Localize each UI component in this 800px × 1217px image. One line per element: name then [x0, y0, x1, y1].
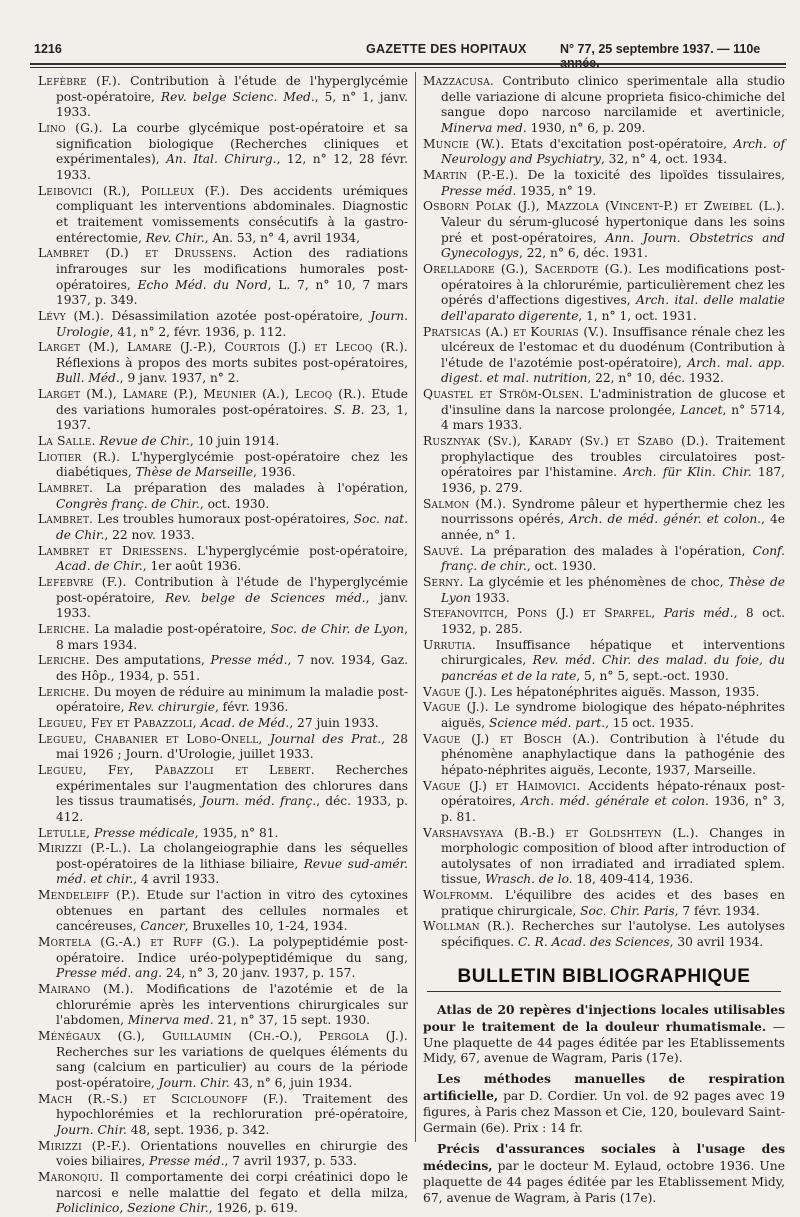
reference-entry	[423, 919, 785, 950]
reference-author: Osborn Polak (J.), Mazzola (Vincent-P.) et Zweibel (L.).	[423, 199, 785, 214]
reference-source: Minerva med.	[441, 120, 527, 135]
reference-text: L'hyperglycémie post-opératoire,	[187, 543, 408, 558]
reference-source: Acad. de Chir.	[56, 559, 143, 574]
reference-entry	[423, 199, 785, 262]
reference-details: , 7 nov. 1934, Gaz. des Hôp., 1934, p. 551.	[56, 653, 409, 683]
reference-entry	[423, 387, 785, 434]
reference-entry	[38, 387, 408, 434]
reference-author: Lefebvre (F.).	[38, 575, 127, 589]
bulletin-entry-title: Atlas de 20 repères d'injections locales utilisables pour le traitement de la douleur rhumatismale.	[423, 1001, 785, 1034]
reference-text: Orientations nouvelles en chirurgie des voies biliaires,	[56, 1138, 408, 1169]
reference-source: Presse méd. ang.	[56, 966, 162, 981]
reference-entry	[423, 606, 785, 637]
reference-source: Revue de Chir.	[99, 434, 190, 449]
reference-text: Recherches sur les variations de quelques éléments du sang (calcium en particulier) au cours de la période post-opératoire,	[56, 1044, 408, 1090]
reference-details: 1933.	[470, 590, 510, 605]
reference-details: , 28 mai 1926 ; Journ. d'Urologie, juillet 1933.	[56, 731, 408, 762]
reference-details: , 22 nov. 1933.	[104, 528, 195, 543]
reference-text: Syndrome pâleur et hyperthermie chez les nourrissons opérés,	[441, 496, 785, 527]
reference-text: De la toxicité des lipoïdes tissulaires,	[518, 167, 785, 182]
reference-text: L'administration de glucose et d'insuline dans la narcose prolongée,	[441, 387, 785, 417]
reference-author: Sauvé.	[423, 543, 464, 558]
reference-source: Journ. méd. franç.	[201, 794, 317, 809]
reference-text: Recherches expérimentales sur l'augmentation des chlorures dans les tissus traumatisés,	[56, 762, 408, 809]
reference-details: , 41, n° 2, févr. 1936, p. 112.	[109, 324, 287, 339]
reference-entry	[423, 685, 785, 701]
header-rule	[30, 63, 786, 65]
reference-text: Etude sur l'action in vitro des cytoxines obtenues en partant des cellules normales et cancéreuses,	[56, 888, 408, 934]
reference-source: S. B.	[333, 402, 365, 417]
reference-entry	[38, 888, 408, 935]
reference-source: Rev. méd. Chir. des malad. du foie, du pancréas et de la rate	[441, 653, 785, 683]
reference-details: , 27 juin 1933.	[289, 715, 379, 730]
reference-details: , 5, n° 1, janv. 1933.	[56, 89, 409, 120]
reference-entry	[38, 826, 408, 842]
reference-author: Leriche.	[38, 653, 90, 668]
reference-source: An. Ital. Chirurg.	[166, 152, 277, 167]
reference-details: , oct. 1930.	[199, 496, 270, 511]
reference-text: Etats d'excitation post-opératoire,	[504, 136, 734, 151]
reference-entry	[423, 888, 785, 919]
reference-text: La courbe glycémique post-opératoire et sa signification biologique (Recherches cliniques et expérimentales),	[56, 120, 408, 167]
reference-entry	[423, 74, 785, 137]
reference-details: , 8 oct. 1932, p. 285.	[441, 606, 786, 636]
reference-entry	[38, 340, 408, 387]
reference-text: Des amputations,	[89, 653, 211, 668]
reference-details: , 10 juin 1914.	[189, 434, 280, 449]
reference-source: Journal des Prat.	[269, 731, 382, 746]
reference-entry	[38, 622, 408, 653]
reference-source: Arch. mal. app. digest. et mal. nutrition	[441, 355, 786, 386]
left-column	[38, 74, 408, 1217]
reference-details: , 4e année, n° 1.	[441, 512, 785, 543]
reference-source: Presse méd.	[441, 183, 517, 198]
reference-author: Legueu, Fey et Pabazzoli,	[38, 715, 197, 730]
reference-text: Du moyen de réduire au minimum la maladie post-opératoire,	[56, 684, 408, 715]
reference-author: Pratsicas (A.) et Kourias (V.).	[423, 324, 609, 339]
reference-text: La préparation des malades à l'opération,	[463, 543, 753, 558]
reference-author: Mirizzi (P.-F.).	[38, 1138, 131, 1153]
reference-text: La maladie post-opératoire,	[89, 621, 271, 636]
reference-text: Les hépatonéphrites aiguës. Masson, 1935.	[486, 684, 760, 699]
reference-source: C. R. Acad. des Sciences	[518, 935, 670, 950]
reference-author: Vague (J.).	[423, 684, 487, 699]
reference-entry	[38, 575, 408, 622]
reference-entry	[38, 121, 408, 184]
reference-author: Legueu, Fey, Pabazzoli et Lebert.	[38, 762, 315, 777]
reference-entry	[38, 184, 408, 247]
reference-text: Valeur du sérum-glucosé hypertonique dans les soins pré et post-opératoires,	[441, 214, 785, 245]
reference-author: Muncie (W.).	[423, 136, 505, 151]
reference-details: , 22, n° 6, déc. 1931.	[519, 246, 648, 261]
reference-details: , 1er août 1936.	[142, 559, 242, 574]
reference-source: Rev. chirurgie	[128, 700, 215, 715]
reference-source: Presse méd.	[210, 653, 288, 668]
reference-author: Mach (R.-S.) et Sciclounoff (F.).	[38, 1091, 288, 1106]
reference-text: Etude des variations humorales post-opératoires.	[56, 387, 408, 417]
reference-source: Presse médicale	[94, 825, 195, 840]
reference-author: Vague (J.).	[423, 700, 489, 715]
reference-entry	[38, 434, 408, 450]
reference-entry	[423, 700, 785, 731]
reference-entry	[423, 826, 785, 889]
reference-author: Serny.	[423, 575, 464, 589]
reference-source: Journ. Chir.	[56, 1122, 127, 1137]
reference-author: Lévy (M.).	[38, 308, 105, 323]
reference-details: , 1, n° 1, oct. 1931.	[578, 308, 697, 323]
reference-entry	[38, 935, 408, 982]
reference-source: Arch. méd. générale et colon.	[520, 794, 709, 809]
reference-author: Urrutia.	[423, 637, 476, 652]
reference-text: Contribution à l'étude du phénomène anaphylactique dans la pathogénie des hépato-néphrites aiguës, Leconte, 1937, Marseille.	[441, 731, 785, 777]
reference-author: Liotier (R.).	[38, 449, 121, 464]
reference-text: Insuffisance rénale chez les ulcéreux de l'estomac et du duodénum (Contribution à l'étude de l'azotémie post-opératoire),	[441, 324, 785, 370]
reference-details: , 8 mars 1934.	[56, 621, 409, 652]
reference-author: Mazzacusa.	[423, 74, 494, 88]
reference-entry	[38, 481, 408, 512]
reference-text: Changes in morphologic composition of blood after introduction of autolysates of non irradiated and irradiated splem. tissue,	[441, 825, 785, 887]
reference-details: 23, 1, 1937.	[56, 402, 408, 433]
bulletin-entry	[423, 1071, 785, 1137]
reference-source: Ann. Journ. Obstetrics and Gynecologys	[441, 230, 785, 261]
reference-details: , 1935, n° 81.	[194, 825, 279, 840]
reference-entry	[423, 732, 785, 779]
reference-details: , 22, n° 10, déc. 1932.	[587, 371, 724, 386]
reference-text	[655, 606, 663, 620]
bulletin-rule	[427, 991, 781, 992]
reference-text: Contribution à l'étude de l'hyperglycémie post-opératoire,	[56, 575, 408, 605]
reference-source: Bull. Méd.	[56, 371, 120, 386]
reference-source: Echo Méd. du Nord	[137, 277, 268, 292]
reference-author: Orelladore (G.), Sacerdote (G.).	[423, 261, 633, 276]
reference-details: , An. 53, n° 4, avril 1934,	[204, 230, 360, 245]
header-rule-thin	[30, 67, 786, 68]
reference-author: Lefèbre (F.).	[38, 74, 121, 88]
reference-entry	[38, 763, 408, 826]
bulletin-entry	[423, 1002, 785, 1068]
reference-details: , 12, n° 12, 28 févr. 1933.	[56, 152, 408, 182]
reference-author: Vague (J.) et Bosch (A.).	[423, 731, 600, 746]
reference-source: Thèse de Marseille	[135, 465, 254, 480]
reference-author: Rusznyak (Sv.), Karady (Sv.) et Szabo (D.).	[423, 434, 709, 449]
journal-title: GAZETTE DES HOPITAUX	[366, 42, 527, 56]
bulletin-entry-title: Les méthodes manuelles de respiration artificielle,	[423, 1071, 785, 1104]
reference-details: , 7 avril 1937, p. 533.	[224, 1154, 357, 1169]
reference-entry	[38, 74, 408, 121]
reference-details: 1935, n° 19.	[516, 183, 597, 198]
reference-entry	[38, 716, 408, 732]
right-column	[423, 74, 785, 1211]
reference-details: 18, 409-414, 1936.	[572, 872, 694, 887]
reference-source: Rev. belge de Sciences méd.	[165, 590, 366, 605]
reference-author: Salmon (M.).	[423, 496, 507, 511]
reference-text: Traitement des hypochlorémies et la rechloruration pré-opératoire,	[56, 1091, 408, 1122]
reference-entry	[423, 137, 785, 168]
bulletin-entry-text: — Une plaquette de 44 pages éditée par les Etablissements Midy, 67, avenue de Wagram, Paris (17e).	[423, 1019, 785, 1066]
reference-entry	[423, 325, 785, 388]
reference-details: , 1936.	[253, 465, 296, 480]
reference-entry	[423, 779, 785, 826]
right-references	[423, 74, 785, 951]
reference-text: La glycémie et les phénomènes de choc,	[463, 575, 729, 589]
page-number: 1216	[34, 42, 62, 56]
reference-details: 1930, n° 6, p. 209.	[526, 120, 646, 135]
reference-entry	[423, 262, 785, 325]
reference-source: Science méd. part.	[489, 715, 606, 730]
reference-text: Traitement prophylactique des troubles circulatoires post-opératoires par l'histamine.	[441, 434, 786, 480]
reference-author: Leibovici (R.), Poilleux (F.).	[38, 183, 230, 198]
reference-author: Leriche.	[38, 684, 90, 699]
reference-text: La préparation des malades à l'opération,	[93, 481, 408, 496]
reference-author: Lambret.	[38, 512, 94, 527]
bulletin-title: BULLETIN BIBLIOGRAPHIQUE	[457, 965, 751, 987]
reference-source: Acad. de Méd.	[200, 715, 290, 730]
reference-source: Arch. de méd. génér. et colon.	[569, 512, 762, 527]
reference-author: Lambret.	[38, 481, 94, 496]
reference-entry	[38, 544, 408, 575]
reference-details: 48, sept. 1936, p. 342.	[126, 1122, 270, 1137]
reference-author: Legueu, Chabanier et Lobo-Onell,	[38, 731, 263, 746]
reference-author: Wollman (R.).	[423, 919, 515, 934]
reference-entry	[38, 982, 408, 1029]
reference-source: Rev. Chir.	[145, 230, 205, 245]
reference-source: Lancet	[680, 402, 723, 417]
reference-entry	[423, 168, 785, 199]
reference-details: , L. 7, n° 10, 7 mars 1937, p. 349.	[56, 277, 408, 308]
reference-entry	[38, 732, 408, 763]
reference-author: Martin (P.-E.).	[423, 167, 519, 182]
reference-source: Journ. Urologie	[56, 308, 408, 339]
column-divider	[415, 72, 416, 1142]
page-header	[30, 38, 788, 70]
reference-entry	[38, 309, 408, 340]
reference-author: Varshavsyaya (B.-B.) et Goldshteyn (L.).	[423, 825, 699, 840]
reference-details: 21, n° 37, 15 sept. 1930.	[213, 1013, 370, 1028]
reference-entry	[38, 1139, 408, 1170]
reference-author: Mirizzi (P.-L.).	[38, 841, 132, 856]
reference-text: Réflexions à propos des morts subites post-opératoires,	[56, 355, 408, 370]
reference-entry	[38, 1029, 408, 1092]
reference-details: , 9 janv. 1937, n° 2.	[119, 371, 240, 386]
bulletin-entry-text: par le docteur M. Eylaud, octobre 1936. Une plaquette de 44 pages éditée par les Etablissement Midy, 67, avenue de Wagram, à Paris (17e).	[423, 1158, 785, 1205]
reference-text: L'hyperglycémie post-opératoire chez les diabétiques,	[56, 449, 408, 480]
reference-source: Congrès franç. de Chir.	[56, 496, 200, 511]
reference-author: Vague (J.) et Haimovici.	[423, 778, 581, 793]
reference-source: Soc. Chir. Paris	[580, 903, 675, 918]
reference-entry	[38, 1092, 408, 1139]
reference-author: Lambret et Driessens.	[38, 543, 188, 558]
reference-author: Maronqiu.	[38, 1169, 104, 1184]
reference-text: La polypeptidémie post-opératoire. Indice uréo-polypeptidémique du sang,	[56, 935, 408, 965]
reference-text: Le syndrome biologique des hépato-néphrites aiguës,	[441, 700, 785, 730]
reference-details: , Bruxelles 10, 1-24, 1934.	[184, 919, 348, 934]
reference-author: Mortela (G.-A.) et Ruff (G.).	[38, 935, 240, 950]
reference-author: Lino (G.).	[38, 120, 103, 135]
reference-entry	[423, 638, 785, 685]
reference-details: , oct. 1930.	[526, 559, 597, 574]
reference-source: Presse méd.	[149, 1154, 225, 1169]
reference-source: Wrasch. de lo.	[485, 872, 573, 887]
reference-details: , 15 oct. 1935.	[605, 715, 694, 730]
reference-details: 1936, n° 3, p. 81.	[441, 794, 785, 824]
reference-entry	[38, 1170, 408, 1217]
reference-text	[262, 732, 269, 746]
reference-text: L'équilibre des acides et des bases en pratique chirurgicale,	[441, 888, 785, 918]
reference-entry	[38, 653, 408, 684]
reference-text: Accidents hépato-rénaux post-opératoires,	[441, 778, 785, 809]
reference-text: Contribution à l'étude de l'hyperglycémie post-opératoire,	[56, 74, 408, 104]
reference-entry	[423, 544, 785, 575]
reference-text: Modifications de l'azotémie et de la chlorurémie après les interventions chirurgicales sur l'abdomen,	[56, 982, 408, 1028]
reference-source: Conf. franç. de chir.	[441, 543, 785, 574]
reference-text: Insuffisance hépatique et interventions chirurgicales,	[441, 637, 785, 668]
reference-author: Larget (M.), Lamare (P.), Meunier (A.), Lecoq (R.).	[38, 387, 366, 402]
reference-author: Ménégaux (G.), Guillaumin (Ch.-O.), Pergola (J.).	[38, 1029, 408, 1044]
reference-details: , janv. 1933.	[56, 590, 408, 621]
bulletin-entry-text: par D. Cordier. Un vol. de 92 pages avec 19 figures, à Paris chez Masson et Cie, 120, boulevard Saint-Germain (6e). Prix : 14 fr.	[423, 1089, 785, 1136]
reference-details: , 4 avril 1933.	[133, 872, 220, 887]
reference-details: , déc. 1933, p. 412.	[56, 794, 408, 824]
reference-text: Désassimilation azotée post-opératoire,	[104, 308, 371, 323]
reference-source: Arch. ital. delle malatie dell'aparato digerente	[441, 293, 786, 323]
reference-author: Mendeleiff (P.).	[38, 888, 141, 903]
reference-author: Larget (M.), Lamare (J.-P.), Courtois (J.) et Lecoq (R.).	[38, 340, 408, 355]
reference-entry	[38, 685, 408, 716]
reference-source: Thèse de Lyon	[441, 575, 786, 605]
reference-details: , févr. 1936.	[214, 700, 289, 715]
reference-source: Soc. de Chir. de Lyon	[270, 621, 405, 636]
reference-text: Les modifications post-opératoires à la chlorurémie, particulièrement chez les opérés d'affections digestives,	[441, 261, 785, 308]
reference-details: , 1926, p. 619.	[208, 1201, 298, 1216]
reference-text: Contributo clinico sperimentale alla studio delle variazione di alcune proprieta fisico-chimiche del sangue dopo narcoso narcilamide et avertinicle,	[441, 74, 785, 120]
bulletin-entry-title: Précis d'assurances sociales à l'usage des médecins,	[423, 1141, 785, 1173]
reference-author: Letulle,	[38, 825, 91, 840]
reference-author: Wolfromm.	[423, 888, 494, 903]
reference-source: Cancer	[140, 919, 185, 934]
reference-text: Les troubles humoraux post-opératoires,	[93, 512, 354, 527]
reference-author: Lambret (D.) et Drussens.	[38, 246, 237, 261]
reference-details: , 7 févr. 1934.	[674, 903, 760, 918]
reference-details: 43, n° 6, juin 1934.	[229, 1076, 353, 1090]
reference-details: , 30 avril 1934.	[669, 935, 764, 950]
reference-entry	[423, 434, 785, 497]
reference-details: , n° 5714, 4 mars 1933.	[441, 402, 785, 433]
reference-entry	[423, 497, 785, 544]
reference-author: La Salle.	[38, 434, 96, 449]
reference-source: Soc. nat. de Chir.	[56, 512, 408, 543]
reference-source: Rev. belge Scienc. Med.	[160, 89, 315, 104]
reference-author: Quastel et Ström-Olsen.	[423, 387, 584, 402]
reference-author: Stefanovitch, Pons (J.) et Sparfel,	[423, 606, 656, 621]
reference-entry	[38, 450, 408, 481]
reference-details: 24, n° 3, 20 janv. 1937, p. 157.	[161, 966, 356, 981]
reference-details: , 32, n° 4, oct. 1934.	[600, 152, 727, 167]
reference-details: 187, 1936, p. 279.	[441, 465, 785, 496]
reference-author: Leriche.	[38, 621, 90, 636]
reference-source: Arch. of Neurology and Psychiatry	[441, 136, 785, 167]
reference-entry	[423, 575, 785, 606]
reference-source: Arch. für Klin. Chir.	[623, 465, 752, 480]
reference-entry	[38, 841, 408, 888]
reference-entry	[38, 512, 408, 543]
bulletin-entry	[423, 1141, 785, 1207]
reference-author: Mairano (M.).	[38, 982, 134, 997]
issue-info: N° 77, 25 septembre 1937. — 110e année.	[560, 42, 761, 70]
reference-source: Paris méd.	[663, 606, 734, 621]
reference-source: Policlinico, Sezione Chir.	[56, 1201, 209, 1216]
reference-source: Journ. Chir.	[158, 1076, 230, 1090]
reference-source: Revue sud-amér. méd. et chir.	[56, 856, 408, 887]
reference-text: Recherches sur l'autolyse. Les autolyses spécifiques.	[441, 919, 785, 950]
reference-source: Minerva med.	[127, 1013, 214, 1028]
reference-text: Action des radiations infrarouges sur les modifications humorales post-opératoires,	[56, 246, 408, 292]
bulletin-entries	[423, 1002, 785, 1207]
reference-text: Des accidents urémiques compliquant les interventions abdominales. Diagnostic et traitement vomissements consécutifs à la gastro-entérectomie,	[56, 183, 409, 245]
reference-entry	[38, 246, 408, 309]
reference-details: , 5, n° 5, sept.-oct. 1930.	[576, 668, 729, 683]
reference-text: La cholangeiographie dans les séquelles post-opératoires de la lithiase biliaire,	[56, 841, 408, 871]
reference-text: Il comportamente dei corpi créatinici dopo le narcosi e nelle malattie del fegato et della milza,	[56, 1169, 408, 1200]
